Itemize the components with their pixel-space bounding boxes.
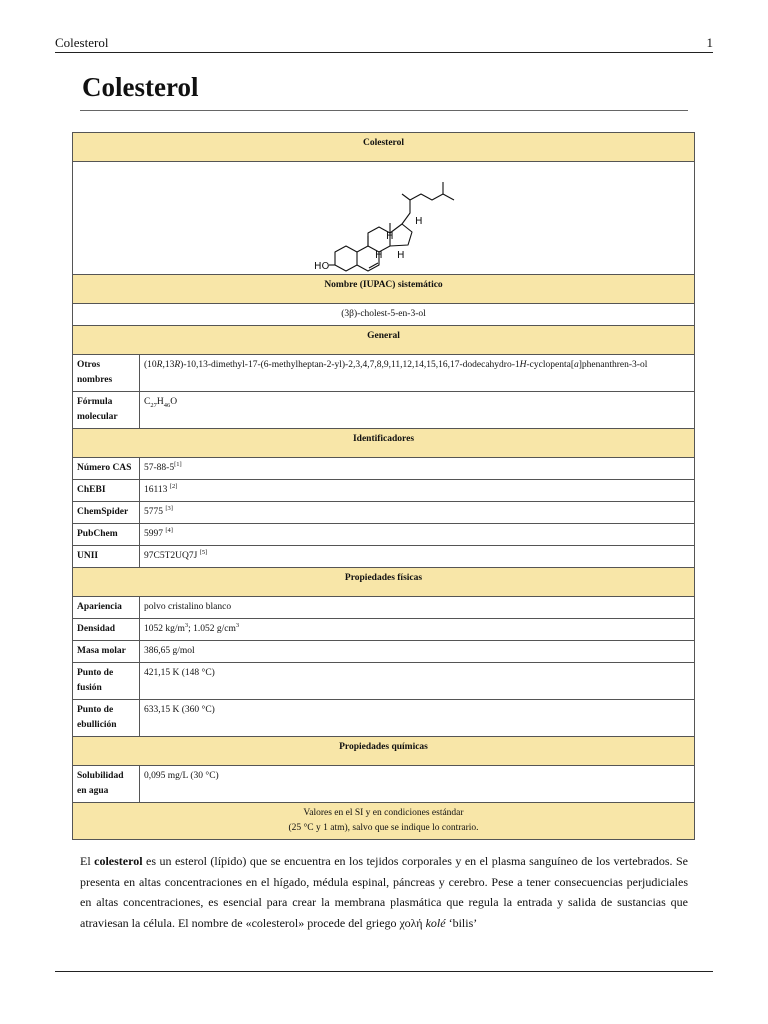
unii-ref-link[interactable]: [5] bbox=[199, 548, 208, 556]
densidad-value: 1052 $kg/m^3$; 1.052 $g/cm^3$ bbox=[140, 619, 695, 641]
cas-value: 57-88-5[1] bbox=[140, 458, 695, 480]
chemspider-label: ChemSpider bbox=[73, 502, 140, 524]
greek-word: χολή bbox=[399, 915, 423, 930]
masa-label: Masa molar bbox=[73, 641, 140, 663]
pubchem-ref-link[interactable]: [4] bbox=[165, 526, 173, 534]
cas-ref-link[interactable]: [1] bbox=[174, 460, 182, 468]
apariencia-label: Apariencia bbox=[73, 597, 140, 619]
otros-nombres-value: (10R,13R)-10,13-dimethyl-17-(6-methylheptan-2-yl)-2,3,4,7,8,9,11,12,14,15,16,17-dodecahydro-1H-cyclopenta[a]phenanthren-3-ol bbox=[140, 355, 695, 392]
fusion-label: Punto de fusión bbox=[73, 663, 140, 700]
structure-ho-label: HO bbox=[313, 261, 329, 272]
chebi-ref-link[interactable]: [2] bbox=[169, 482, 178, 490]
footer-line: (25 °C y 1 atm), salvo que se indique lo contrario. bbox=[288, 823, 479, 833]
unii-value: 97C5T2UQ7J [5] bbox=[140, 546, 695, 568]
formula-value: $C_{27}H_{46}O$ bbox=[140, 392, 695, 429]
masa-value: 386,65 g/mol bbox=[140, 641, 695, 663]
quimicas-header: Propiedades químicas bbox=[73, 737, 695, 766]
infobox-footer bbox=[73, 803, 695, 840]
running-head bbox=[55, 35, 713, 51]
formula-label: Fórmula molecular bbox=[73, 392, 140, 429]
page-number: 1 bbox=[706, 35, 713, 50]
apariencia-value: polvo cristalino blanco bbox=[140, 597, 695, 619]
solubilidad-value: 0,095 mg/L (30 °C) bbox=[140, 766, 695, 803]
running-head-title: Colesterol bbox=[55, 35, 109, 50]
fusion-value: 421,15 K (148 °C) bbox=[140, 663, 695, 700]
structure-h-label: H bbox=[385, 231, 394, 242]
pubchem-label: PubChem bbox=[73, 524, 140, 546]
article-title: Colesterol bbox=[82, 72, 199, 102]
cas-label: Número CAS bbox=[73, 458, 140, 480]
ebullicion-label: Punto de ebullición bbox=[73, 700, 140, 737]
solubilidad-label: Solubilidad en agua bbox=[73, 766, 140, 803]
chebi-label: ChEBI bbox=[73, 480, 140, 502]
iupac-header: Nombre (IUPAC) sistemático bbox=[73, 275, 695, 304]
structure-h-label: H bbox=[374, 250, 383, 261]
unii-label: UNII bbox=[73, 546, 140, 568]
iupac-name: (3β)-cholest-5-en-3-ol bbox=[73, 304, 695, 326]
general-header: General bbox=[73, 326, 695, 355]
ebullicion-value: 633,15 K (360 °C) bbox=[140, 700, 695, 737]
structure-h-label: H bbox=[396, 250, 405, 261]
fisicas-header: Propiedades físicas bbox=[73, 568, 695, 597]
footer-rule bbox=[55, 971, 713, 972]
infobox-caption: Colesterol bbox=[73, 133, 695, 162]
header-rule bbox=[55, 52, 713, 53]
title-rule bbox=[80, 110, 688, 111]
densidad-label: Densidad bbox=[73, 619, 140, 641]
chemspider-ref-link[interactable]: [3] bbox=[165, 504, 173, 512]
transliteration: kolé bbox=[425, 915, 446, 930]
structure-image-cell bbox=[73, 162, 695, 275]
chebi-value: 16113 [2] bbox=[140, 480, 695, 502]
identificadores-header: Identificadores bbox=[73, 429, 695, 458]
otros-nombres-label: Otros nombres bbox=[73, 355, 140, 392]
structure-h-label: H bbox=[414, 216, 423, 227]
body-paragraph: El colesterol es un esterol (lípido) que se encuentra en los tejidos corporales y en el plasma sanguíneo de los vertebrados. Se presenta en altas concentraciones en el hígado, médula espinal, páncreas y cerebro. Pese a tener consecuencias perjudiciales en altas concentraciones, es esencial para crear la membrana plasmática que regula la entrada y salida de sustancias que atraviesan la célula. El nombre de «colesterol» procede del griego χολή kolé ‘bilis’ bbox=[80, 854, 688, 930]
infobox-table bbox=[72, 132, 695, 840]
body-bold-term: colesterol bbox=[94, 854, 143, 868]
pubchem-value: 5997 [4] bbox=[140, 524, 695, 546]
chemspider-value: 5775 [3] bbox=[140, 502, 695, 524]
cholesterol-structure bbox=[284, 162, 484, 274]
footer-line: Valores en el SI y en condiciones estándar bbox=[303, 808, 464, 818]
